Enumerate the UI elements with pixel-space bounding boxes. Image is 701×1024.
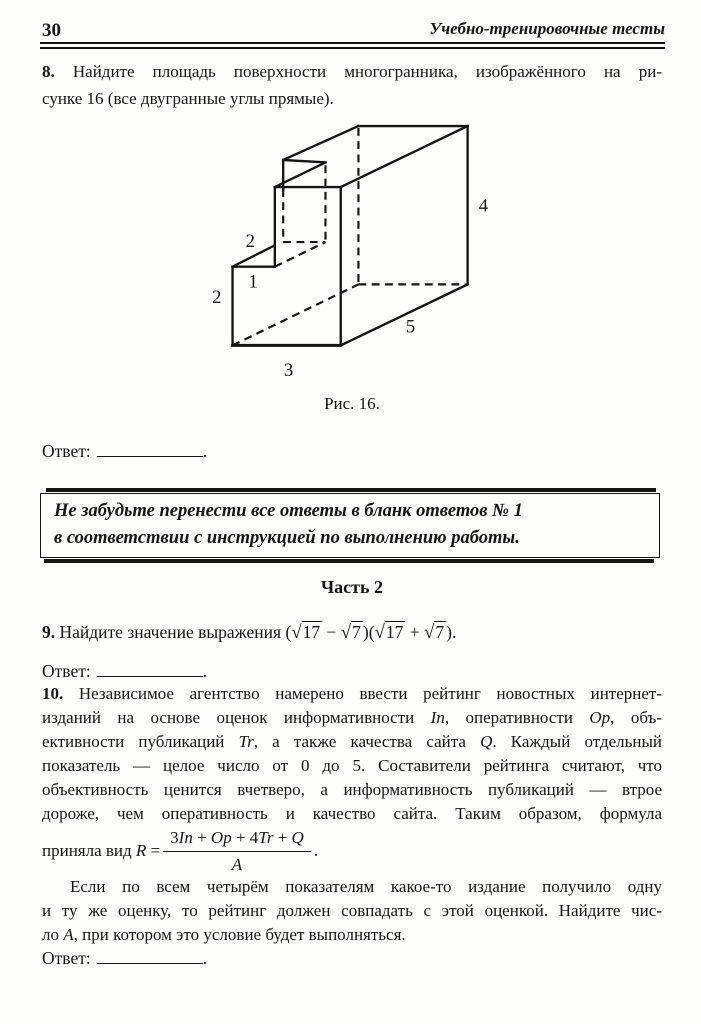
answer-row [42,441,207,462]
text-line: объективность ценится вчетверо, а информативность публикаций — втрое [42,780,662,799]
solid-edges [233,126,468,345]
problem-10 [42,682,662,947]
formula-line [42,829,662,873]
figure-label-left-height: 2 [212,287,222,309]
figure-label-width: 3 [283,359,294,381]
formula-period: . [313,841,319,860]
text-line: сунке 16 (все двугранные углы прямые). [42,89,334,108]
answer-label: Ответ: [42,441,91,461]
notice-line: Не забудьте перенести все ответы в бланк ответов № 1 [54,501,523,521]
header-rule-thin [40,42,665,44]
notice-box [40,493,660,558]
fraction-numerator: 3In + Op + 4Tr + Q [163,826,311,852]
answer-period: . [202,661,208,681]
problem-8 [42,58,662,112]
header-title: Учебно-тренировочные тесты [429,19,665,38]
fraction-denominator: A [231,854,243,874]
figure-label-notch-depth: 2 [245,231,255,253]
text-line: 8. Найдите площадь поверхности многогранника, изображённого на ри- [42,62,662,81]
text-line: Если по всем четырём показателям какое-то издание получило одну [70,877,662,896]
text-line: ективности публикаций Tr, а также качества сайта Q. Каждый отдельный [42,732,663,751]
figure-label-notch-width: 1 [248,271,258,293]
answer-row [42,661,207,682]
problem-9 [42,618,662,647]
text-line: изданий на основе оценок информативности In, оперативности Op, объ- [42,708,662,727]
hidden-edges [233,128,466,345]
figure-caption: Рис. 16. [324,394,380,413]
text-line: дороже, чем оперативность и качество сайта. Таким образом, формула [42,804,662,823]
formula-fraction [163,826,311,877]
answer-row [42,948,207,969]
figure-16-polyhedron [205,110,505,385]
figure-label-height: 4 [478,195,489,217]
text-line: 10. Независимое агентство намерено ввести рейтинг новостных интернет- [42,684,662,703]
answer-blank [97,949,203,964]
part-2-heading: Часть 2 [320,577,384,597]
answer-label: Ответ: [42,661,91,681]
answer-blank [97,442,203,457]
answer-period: . [202,441,208,461]
answer-blank [97,662,203,677]
text-line: 9. Найдите значение выражения (√17 − √7 )(√17 + √7 ). [42,622,457,643]
answer-period: . [202,948,208,968]
text-line: и ту же оценку, то рейтинг должен совпадать с этой оценкой. Найдите чис- [42,901,662,920]
text-line: показатель — целое число от 0 до 5. Составители рейтинга считают, что [42,756,662,775]
text-line: ло A, при котором это условие будет выполняться. [42,925,406,944]
answer-label: Ответ: [42,948,91,968]
header-rule-thick [40,47,665,50]
page-number: 30 [42,20,61,41]
formula-lead: приняла вид R = [42,841,161,860]
notice-line: в соответствии с инструкцией по выполнению работы. [54,527,520,548]
figure-label-depth: 5 [405,316,416,338]
